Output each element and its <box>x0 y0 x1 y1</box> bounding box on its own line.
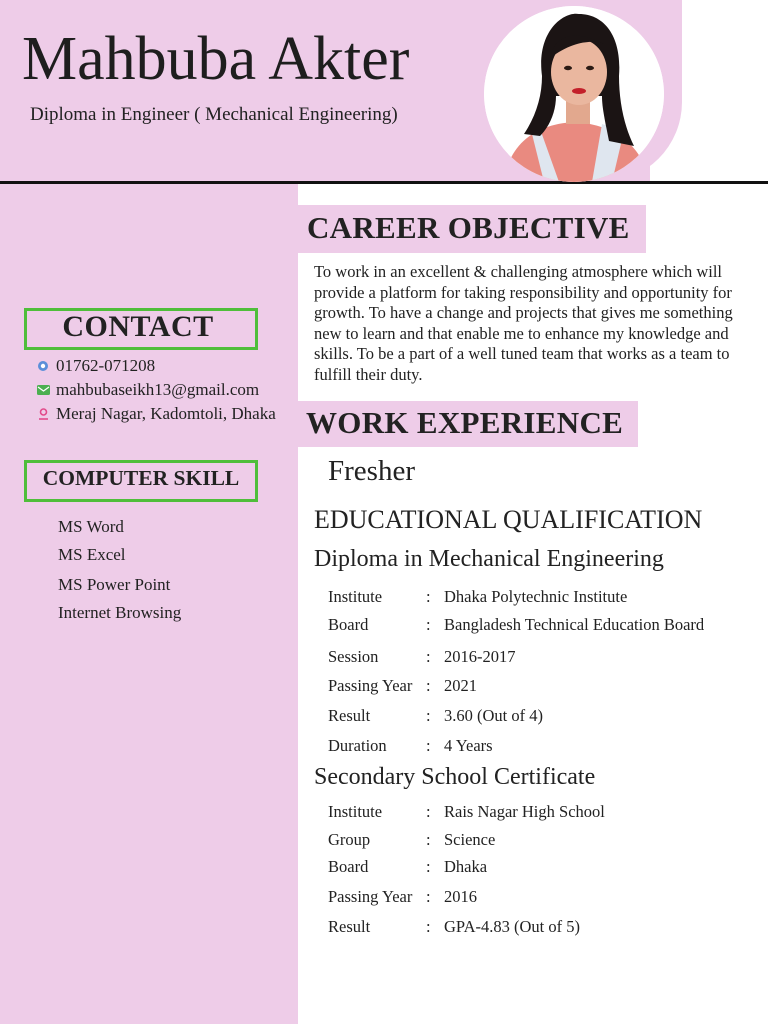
row-label: Group <box>328 830 371 849</box>
row-value: 2021 <box>444 676 477 695</box>
work-experience-heading: WORK EXPERIENCE <box>306 405 624 440</box>
row-value: Bangladesh Technical Education Board <box>444 615 705 634</box>
row-separator: : <box>426 587 431 606</box>
career-objective-text: To work in an excellent & challenging atmosphere which will provide a platform for taking responsibility and opportunity for growth. To have a change and projects that gives me something new to learn and that enable me to enhance my knowledge and skills. To be a part of a well tuned team that works as a team to fulfill their duty. <box>314 262 733 384</box>
row-value: 2016 <box>444 887 477 906</box>
ssc-row <box>328 917 580 937</box>
row-label: Result <box>328 706 371 725</box>
row-value: 3.60 (Out of 4) <box>444 706 543 725</box>
row-label: Duration <box>328 736 387 755</box>
row-label: Result <box>328 917 371 936</box>
row-value: GPA-4.83 (Out of 5) <box>444 917 580 936</box>
work-experience-value: Fresher <box>328 455 415 487</box>
candidate-name: Mahbuba Akter <box>22 25 410 93</box>
row-separator: : <box>426 706 431 725</box>
ssc-row <box>328 830 495 850</box>
row-value: Dhaka <box>444 857 488 876</box>
row-separator: : <box>426 676 431 695</box>
row-label: Passing Year <box>328 676 413 695</box>
profile-photo <box>484 6 664 182</box>
row-separator: : <box>426 887 431 906</box>
header-divider <box>0 181 768 184</box>
row-value: Dhaka Polytechnic Institute <box>444 587 628 606</box>
candidate-degree: Diploma in Engineer ( Mechanical Engineering) <box>30 104 398 125</box>
skill-item: Internet Browsing <box>58 603 182 622</box>
row-separator: : <box>426 736 431 755</box>
contact-email <box>36 380 259 400</box>
career-objective-heading: CAREER OBJECTIVE <box>307 210 630 245</box>
row-separator: : <box>426 802 431 821</box>
ssc-row <box>328 857 487 877</box>
contact-phone <box>36 356 155 376</box>
row-label: Board <box>328 857 369 876</box>
contact-heading: CONTACT <box>62 310 214 343</box>
diploma-row <box>328 587 627 607</box>
row-label: Institute <box>328 802 383 821</box>
row-separator: : <box>426 615 431 634</box>
ssc-heading: Secondary School Certificate <box>314 764 596 790</box>
row-value: 4 Years <box>444 736 493 755</box>
row-separator: : <box>426 857 431 876</box>
phone-icon <box>36 360 50 372</box>
diploma-row <box>328 706 543 726</box>
location-icon <box>36 408 50 420</box>
row-value: Science <box>444 830 496 849</box>
row-value: 2016-2017 <box>444 647 516 666</box>
diploma-row <box>328 647 516 667</box>
contact-address-text: Meraj Nagar, Kadomtoli, Dhaka <box>56 404 276 423</box>
ssc-row <box>328 887 477 907</box>
row-value: Rais Nagar High School <box>444 802 605 821</box>
row-label: Session <box>328 647 379 666</box>
row-separator: : <box>426 647 431 666</box>
diploma-row <box>328 676 477 696</box>
row-label: Passing Year <box>328 887 413 906</box>
skill-item: MS Excel <box>58 545 126 564</box>
ssc-row <box>328 802 605 822</box>
row-label: Institute <box>328 587 383 606</box>
email-icon <box>36 385 50 395</box>
skill-item: MS Power Point <box>58 575 171 594</box>
diploma-row <box>328 736 493 756</box>
contact-address <box>36 404 276 424</box>
education-heading: EDUCATIONAL QUALIFICATION <box>314 505 703 534</box>
contact-phone-text: 01762-071208 <box>56 356 156 375</box>
row-label: Board <box>328 615 369 634</box>
skill-item: MS Word <box>58 517 124 536</box>
diploma-heading: Diploma in Mechanical Engineering <box>314 546 664 572</box>
computer-skill-heading: COMPUTER SKILL <box>42 466 240 490</box>
row-separator: : <box>426 917 431 936</box>
contact-email-text: mahbubaseikh13@gmail.com <box>56 380 260 399</box>
diploma-row <box>328 615 704 635</box>
row-separator: : <box>426 830 431 849</box>
